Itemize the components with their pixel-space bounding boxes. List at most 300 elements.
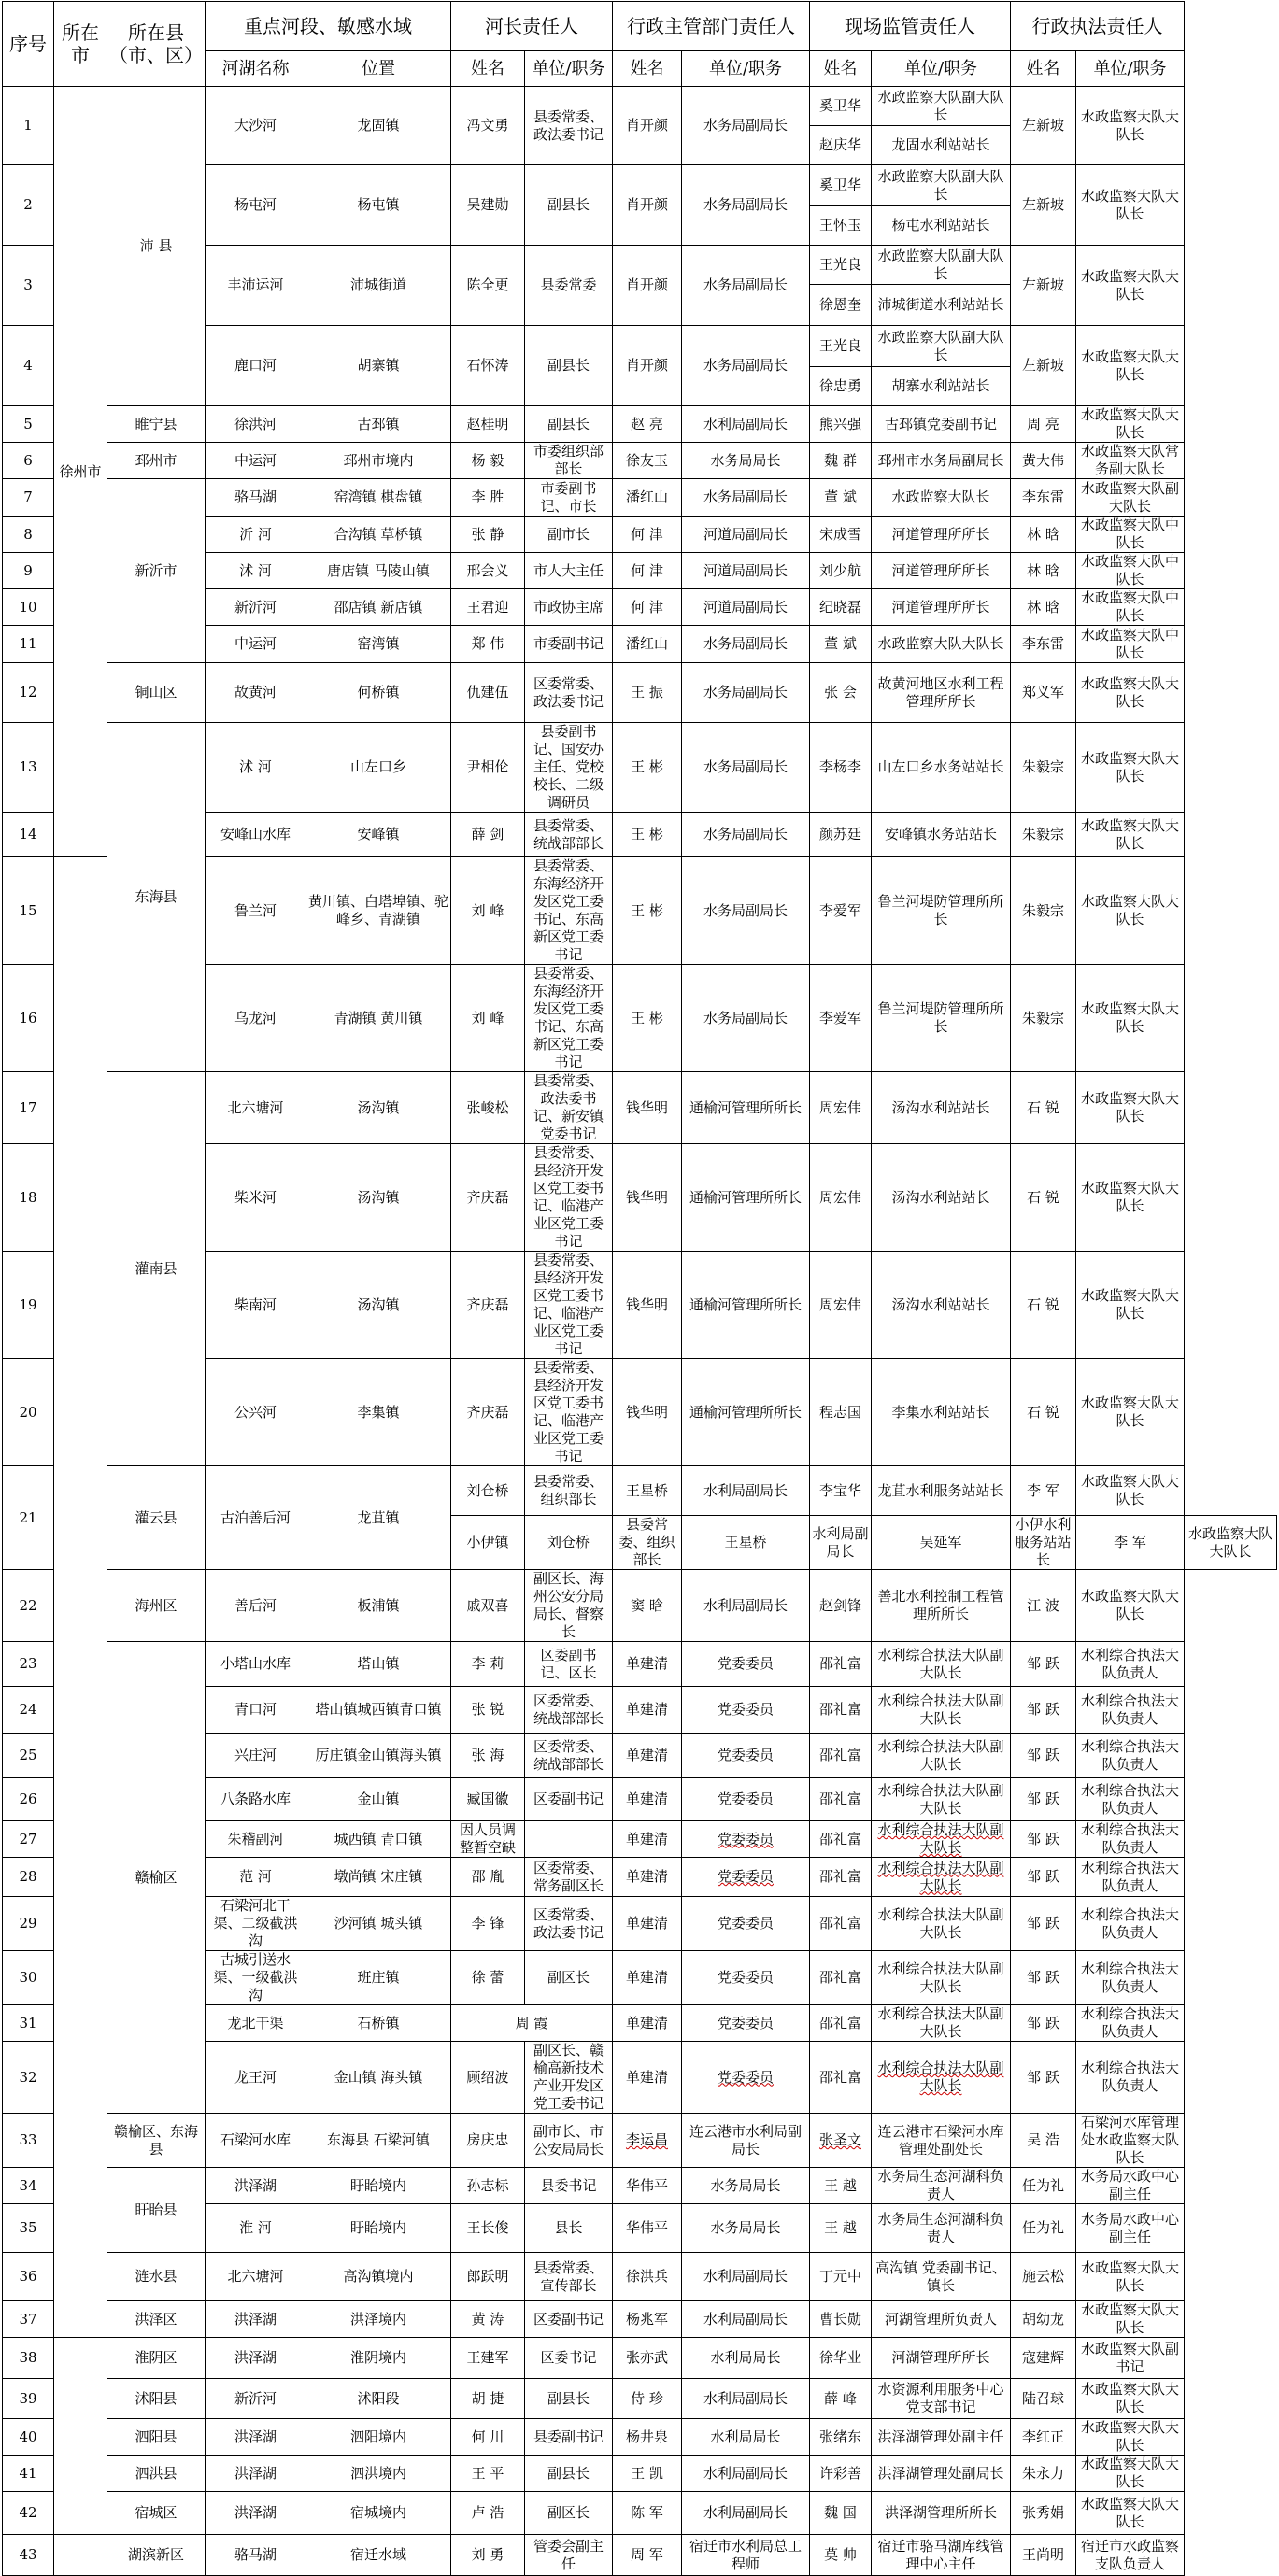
cell-river-name: 徐洪河 xyxy=(206,406,306,443)
cell-site-name: 赵剑锋 xyxy=(810,1570,872,1642)
cell-location: 墩尚镇 宋庄镇 xyxy=(306,1858,451,1897)
cell-river-name: 八条路水库 xyxy=(206,1778,306,1821)
cell-river-name: 骆马湖 xyxy=(206,2535,306,2576)
cell-law-unit: 水政监察大队大队长 xyxy=(1076,246,1185,326)
cell-law-unit: 水政监察大队大队长 xyxy=(1076,326,1185,406)
cell-law-unit: 水利综合执法大队负责人 xyxy=(1076,1858,1185,1897)
cell-law-unit: 水政监察大队大队长 xyxy=(1076,2253,1185,2301)
table-row xyxy=(3,2419,1277,2456)
cell-site-name: 颜苏廷 xyxy=(810,813,872,857)
cell-law-name: 邹 跃 xyxy=(1011,1734,1076,1778)
cell-seq: 37 xyxy=(3,2301,54,2338)
cell-seq: 6 xyxy=(3,443,54,479)
cell-chief-unit: 区委常委、常务副区长 xyxy=(525,1858,613,1897)
table-row xyxy=(3,479,1277,517)
cell-chief-unit: 副县长 xyxy=(525,165,613,246)
cell-site-name: 邵礼富 xyxy=(810,1897,872,1951)
cell-seq: 5 xyxy=(3,406,54,443)
cell-admin-unit: 通榆河管理所所长 xyxy=(682,1252,810,1359)
cell-river-name: 沭 河 xyxy=(206,553,306,589)
cell-law-name: 周 亮 xyxy=(1011,406,1076,443)
cell-law-unit: 水政监察大队大队长 xyxy=(1076,406,1185,443)
cell-site-name: 邵礼富 xyxy=(810,2005,872,2042)
cell-site-name: 张绪东 xyxy=(810,2419,872,2456)
cell-location: 沭阳段 xyxy=(306,2379,451,2419)
cell-location: 李集镇 xyxy=(306,1359,451,1466)
cell-site-name: 宋成雪 xyxy=(810,517,872,553)
cell-site-name: 邵礼富 xyxy=(810,1821,872,1858)
cell-seq: 43 xyxy=(3,2535,54,2576)
cell-location: 唐店镇 马陵山镇 xyxy=(306,553,451,589)
cell-admin-name: 钱华明 xyxy=(613,1144,682,1252)
cell-chief-name: 刘仓桥 xyxy=(451,1466,525,1516)
cell-location: 城西镇 青口镇 xyxy=(306,1821,451,1858)
cell-seq: 22 xyxy=(3,1570,54,1642)
cell-chief-unit: 市委副书记、市长 xyxy=(525,479,613,517)
cell-admin-name: 徐洪兵 xyxy=(613,2253,682,2301)
table-row xyxy=(3,2338,1277,2379)
cell-admin-name: 王 凯 xyxy=(613,2456,682,2492)
cell-river-name: 北六塘河 xyxy=(206,2253,306,2301)
cell-law-unit: 水利综合执法大队负责人 xyxy=(1076,1642,1185,1687)
cell-admin-name: 单建清 xyxy=(613,1642,682,1687)
cell-admin-unit: 水务局副局长 xyxy=(682,479,810,517)
cell-location: 塔山镇城西镇青口镇 xyxy=(306,1687,451,1734)
cell-site-name: 刘少航 xyxy=(810,553,872,589)
cell-site-name: 王 越 xyxy=(810,2204,872,2253)
cell-seq: 23 xyxy=(3,1642,54,1687)
table-row xyxy=(3,406,1277,443)
cell-seq: 38 xyxy=(3,2338,54,2379)
cell-county: 睢宁县 xyxy=(107,406,206,443)
cell-site-unit: 龙苴水利服务站站长 xyxy=(872,1466,1011,1516)
cell-law-name: 邹 跃 xyxy=(1011,1821,1076,1858)
cell-river-name: 洪泽湖 xyxy=(206,2419,306,2456)
cell-admin-name: 窦 晗 xyxy=(613,1570,682,1642)
cell-location: 安峰镇 xyxy=(306,813,451,857)
cell-site-name: 熊兴强 xyxy=(810,406,872,443)
cell-law-name: 石 锐 xyxy=(1011,1072,1076,1144)
cell-county: 湖滨新区 xyxy=(107,2535,206,2576)
cell-chief-unit: 县委常委、东海经济开发区党工委书记、东高新区党工委书记 xyxy=(525,857,613,965)
cell-admin-name: 钱华明 xyxy=(613,1072,682,1144)
cell-county: 赣榆区、东海县 xyxy=(107,2114,206,2168)
cell-site-name: 奚卫华 xyxy=(810,87,872,126)
col-header-county: 所在县（市、区） xyxy=(107,2,206,87)
cell-admin-name: 单建清 xyxy=(613,1897,682,1951)
cell-law-name: 石 锐 xyxy=(1011,1359,1076,1466)
cell-site-unit: 连云港市石梁河水库管理处副处长 xyxy=(872,2114,1011,2168)
cell-admin-unit: 党委委员 xyxy=(682,1687,810,1734)
cell-city xyxy=(54,2535,107,2576)
cell-site-unit: 水利综合执法大队副大队长 xyxy=(872,1821,1011,1858)
cell-chief-name: 徐 蕾 xyxy=(451,1951,525,2005)
cell-chief-name: 王 平 xyxy=(451,2456,525,2492)
cell-county: 洪泽区 xyxy=(107,2301,206,2338)
cell-chief-unit: 副区长、海州公安分局局长、督察长 xyxy=(525,1570,613,1642)
cell-site-unit: 鲁兰河堤防管理所所长 xyxy=(872,857,1011,965)
col-header-site-unit: 单位/职务 xyxy=(872,51,1011,87)
cell-seq: 1 xyxy=(3,87,54,165)
cell-law-unit: 水政监察大队大队长 xyxy=(1076,1466,1185,1516)
cell-law-name: 李红正 xyxy=(1011,2419,1076,2456)
cell-admin-unit: 水务局副局长 xyxy=(682,663,810,723)
cell-law-name: 王尚明 xyxy=(1011,2535,1076,2576)
cell-site-name: 邵礼富 xyxy=(810,1858,872,1897)
col-header-admin-unit: 单位/职务 xyxy=(682,51,810,87)
cell-county: 泗洪县 xyxy=(107,2456,206,2492)
cell-law-name: 左新坡 xyxy=(1011,326,1076,406)
cell-chief-unit: 市委组织部部长 xyxy=(525,443,613,479)
cell-chief-name: 郎跃明 xyxy=(451,2253,525,2301)
col-header-site: 现场监管责任人 xyxy=(810,2,1011,51)
cell-site-name: 周宏伟 xyxy=(810,1144,872,1252)
cell-chief-name: 吴建勋 xyxy=(451,165,525,246)
cell-admin-name: 王 彬 xyxy=(613,965,682,1072)
col-header-chief-name: 姓名 xyxy=(451,51,525,87)
cell-river-name: 鲁兰河 xyxy=(206,857,306,965)
cell-admin-unit: 水务局副局长 xyxy=(682,857,810,965)
cell-site-unit: 安峰镇水务站站长 xyxy=(872,813,1011,857)
cell-site-unit: 河湖管理所所长 xyxy=(872,2338,1011,2379)
cell-site-unit: 水政监察大队副大队长 xyxy=(872,246,1011,285)
cell-law-name: 胡幼龙 xyxy=(1011,2301,1076,2338)
cell-law-name: 左新坡 xyxy=(1011,165,1076,246)
cell-site-unit: 洪泽湖管理处副局长 xyxy=(872,2456,1011,2492)
cell-admin-unit: 水利局副局长 xyxy=(682,1570,810,1642)
cell-chief-name: 刘仓桥 xyxy=(525,1516,613,1570)
cell-admin-unit: 党委委员 xyxy=(682,1778,810,1821)
cell-chief-name: 张峻松 xyxy=(451,1072,525,1144)
cell-chief-name: 王建军 xyxy=(451,2338,525,2379)
cell-law-unit: 水政监察大队中队长 xyxy=(1076,626,1185,663)
cell-chief-unit: 副区长、赣榆高新技术产业开发区党工委书记 xyxy=(525,2042,613,2114)
cell-chief-unit: 县委常委、统战部部长 xyxy=(525,813,613,857)
cell-law-name: 李东雷 xyxy=(1011,479,1076,517)
cell-chief-name: 齐庆磊 xyxy=(451,1359,525,1466)
cell-seq: 17 xyxy=(3,1072,54,1144)
cell-site-unit: 水务局生态河湖科负责人 xyxy=(872,2168,1011,2204)
cell-chief-name: 仇建伍 xyxy=(451,663,525,723)
cell-seq: 8 xyxy=(3,517,54,553)
cell-site-name: 李杨李 xyxy=(810,723,872,813)
table-row xyxy=(3,1570,1277,1642)
cell-location: 高沟镇境内 xyxy=(306,2253,451,2301)
cell-admin-name: 潘红山 xyxy=(613,479,682,517)
cell-site-name: 董 斌 xyxy=(810,479,872,517)
cell-admin-unit: 水务局副局长 xyxy=(682,246,810,326)
cell-site-name: 董 斌 xyxy=(810,626,872,663)
cell-site-name: 李爱军 xyxy=(810,965,872,1072)
cell-admin-unit: 连云港市水利局副局长 xyxy=(682,2114,810,2168)
cell-seq: 20 xyxy=(3,1359,54,1466)
cell-law-name: 寇建辉 xyxy=(1011,2338,1076,2379)
cell-chief-name: 张 锐 xyxy=(451,1687,525,1734)
cell-river-name: 丰沛运河 xyxy=(206,246,306,326)
cell-admin-name: 钱华明 xyxy=(613,1359,682,1466)
cell-law-unit: 水利综合执法大队负责人 xyxy=(1076,1897,1185,1951)
cell-location: 邳州市境内 xyxy=(306,443,451,479)
cell-site-unit: 水利综合执法大队副大队长 xyxy=(872,1687,1011,1734)
cell-admin-name: 王星桥 xyxy=(682,1516,810,1570)
cell-river-name: 新沂河 xyxy=(206,2379,306,2419)
cell-river-name: 北六塘河 xyxy=(206,1072,306,1144)
cell-river-name: 故黄河 xyxy=(206,663,306,723)
cell-chief-unit: 副区长 xyxy=(525,2492,613,2535)
cell-site-unit: 洪泽湖管理处副主任 xyxy=(872,2419,1011,2456)
cell-chief-unit: 县委常委、东海经济开发区党工委书记、东高新区党工委书记 xyxy=(525,965,613,1072)
table-row xyxy=(3,663,1277,723)
cell-admin-name: 周 军 xyxy=(613,2535,682,2576)
cell-county: 赣榆区 xyxy=(107,1642,206,2114)
cell-admin-name: 单建清 xyxy=(613,1778,682,1821)
cell-site-name: 徐忠勇 xyxy=(810,367,872,406)
cell-county: 沭阳县 xyxy=(107,2379,206,2419)
cell-chief-name: 孙志标 xyxy=(451,2168,525,2204)
cell-admin-unit: 水务局副局长 xyxy=(682,813,810,857)
cell-law-unit: 水政监察大队大队长 xyxy=(1076,1359,1185,1466)
cell-county: 邳州市 xyxy=(107,443,206,479)
cell-law-unit: 水务局水政中心副主任 xyxy=(1076,2168,1185,2204)
cell-river-name: 青口河 xyxy=(206,1687,306,1734)
cell-site-unit: 汤沟水利站站长 xyxy=(872,1072,1011,1144)
cell-river-name: 洪泽湖 xyxy=(206,2492,306,2535)
cell-site-unit: 河道管理所所长 xyxy=(872,589,1011,626)
cell-river-name: 古城引送水渠、一级截洪沟 xyxy=(206,1951,306,2005)
cell-law-name: 邹 跃 xyxy=(1011,1642,1076,1687)
cell-law-name: 石 锐 xyxy=(1011,1144,1076,1252)
cell-site-name: 薛 峰 xyxy=(810,2379,872,2419)
cell-county: 东海县 xyxy=(107,723,206,1072)
cell-chief-unit: 县委常委、宣传部长 xyxy=(525,2253,613,2301)
col-header-admin: 行政主管部门责任人 xyxy=(613,2,810,51)
cell-admin-name: 华伟平 xyxy=(613,2204,682,2253)
cell-admin-name: 单建清 xyxy=(613,1821,682,1858)
cell-river-name: 柴米河 xyxy=(206,1144,306,1252)
cell-admin-name: 肖开颜 xyxy=(613,326,682,406)
cell-location: 小伊镇 xyxy=(451,1516,525,1570)
cell-site-unit: 水利综合执法大队副大队长 xyxy=(872,2005,1011,2042)
cell-chief-name: 刘 峰 xyxy=(451,857,525,965)
cell-seq: 33 xyxy=(3,2114,54,2168)
cell-law-name: 邹 跃 xyxy=(1011,2005,1076,2042)
cell-seq: 16 xyxy=(3,965,54,1072)
cell-seq: 19 xyxy=(3,1252,54,1359)
cell-chief-name: 李 莉 xyxy=(451,1642,525,1687)
cell-location: 淮阴境内 xyxy=(306,2338,451,2379)
cell-location: 龙苴镇 xyxy=(306,1466,451,1570)
table-row xyxy=(3,2114,1277,2168)
cell-site-unit: 小伊水利服务站站长 xyxy=(1011,1516,1076,1570)
cell-seq: 28 xyxy=(3,1858,54,1897)
cell-law-name: 吴 浩 xyxy=(1011,2114,1076,2168)
cell-law-name: 林 晗 xyxy=(1011,553,1076,589)
cell-chief-name: 张 海 xyxy=(451,1734,525,1778)
cell-site-name: 徐恩奎 xyxy=(810,285,872,326)
cell-site-unit: 山左口乡水务站站长 xyxy=(872,723,1011,813)
cell-chief-name: 冯文勇 xyxy=(451,87,525,165)
cell-site-name: 吴延军 xyxy=(872,1516,1011,1570)
cell-site-unit: 河湖管理所负责人 xyxy=(872,2301,1011,2338)
cell-chief-unit: 区委常委、统战部部长 xyxy=(525,1734,613,1778)
cell-river-name: 乌龙河 xyxy=(206,965,306,1072)
cell-law-unit: 水务局水政中心副主任 xyxy=(1076,2204,1185,2253)
cell-seq: 25 xyxy=(3,1734,54,1778)
cell-law-unit: 水政监察大队大队长 xyxy=(1076,965,1185,1072)
cell-location: 洪泽境内 xyxy=(306,2301,451,2338)
cell-location: 泗洪境内 xyxy=(306,2456,451,2492)
cell-site-name: 许彩善 xyxy=(810,2456,872,2492)
cell-admin-name: 单建清 xyxy=(613,1951,682,2005)
cell-law-name: 邹 跃 xyxy=(1011,1951,1076,2005)
cell-chief-unit: 副县长 xyxy=(525,406,613,443)
cell-law-unit: 水政监察大队常务副大队长 xyxy=(1076,443,1185,479)
cell-river-name: 杨屯河 xyxy=(206,165,306,246)
cell-admin-name: 王 彬 xyxy=(613,813,682,857)
cell-admin-name: 肖开颜 xyxy=(613,87,682,165)
table-row xyxy=(3,723,1277,813)
cell-seq: 32 xyxy=(3,2042,54,2114)
cell-site-name: 徐华业 xyxy=(810,2338,872,2379)
cell-site-name: 魏 国 xyxy=(810,2492,872,2535)
table-row xyxy=(3,2253,1277,2301)
cell-law-unit: 石梁河水库管理处水政监察大队队长 xyxy=(1076,2114,1185,2168)
cell-chief-unit: 副县长 xyxy=(525,326,613,406)
cell-location: 盱眙境内 xyxy=(306,2168,451,2204)
cell-location: 胡寨镇 xyxy=(306,326,451,406)
cell-law-name: 邹 跃 xyxy=(1011,2042,1076,2114)
cell-site-unit: 汤沟水利站站长 xyxy=(872,1144,1011,1252)
cell-admin-unit: 水利局局长 xyxy=(682,2419,810,2456)
cell-admin-unit: 水利局局长 xyxy=(682,2338,810,2379)
cell-chief-name: 刘 峰 xyxy=(451,965,525,1072)
table-row xyxy=(3,1642,1277,1687)
cell-site-unit: 水政监察大队大队长 xyxy=(872,626,1011,663)
cell-law-name: 邹 跃 xyxy=(1011,1687,1076,1734)
cell-city xyxy=(54,857,107,2338)
cell-admin-name: 单建清 xyxy=(613,2042,682,2114)
cell-seq: 11 xyxy=(3,626,54,663)
cell-chief-name: 黄 涛 xyxy=(451,2301,525,2338)
cell-seq: 26 xyxy=(3,1778,54,1821)
cell-river-name: 兴庄河 xyxy=(206,1734,306,1778)
cell-law-unit: 水政监察大队大队长 xyxy=(1076,813,1185,857)
cell-seq: 30 xyxy=(3,1951,54,2005)
cell-law-unit: 水政监察大队大队长 xyxy=(1076,1570,1185,1642)
cell-admin-name: 钱华明 xyxy=(613,1252,682,1359)
cell-admin-unit: 党委委员 xyxy=(682,1734,810,1778)
cell-location: 汤沟镇 xyxy=(306,1072,451,1144)
cell-law-unit: 水政监察大队大队长 xyxy=(1076,2379,1185,2419)
cell-location: 汤沟镇 xyxy=(306,1252,451,1359)
cell-site-unit: 宿迁市骆马湖库线管理中心主任 xyxy=(872,2535,1011,2576)
cell-chief-unit: 市政协主席 xyxy=(525,589,613,626)
cell-seq: 13 xyxy=(3,723,54,813)
cell-seq: 21 xyxy=(3,1466,54,1570)
cell-admin-unit: 水利局副局长 xyxy=(682,406,810,443)
cell-chief-unit: 副区长 xyxy=(525,1951,613,2005)
cell-river-name: 新沂河 xyxy=(206,589,306,626)
cell-site-name: 曹长勋 xyxy=(810,2301,872,2338)
cell-law-name: 李东雷 xyxy=(1011,626,1076,663)
cell-seq: 15 xyxy=(3,857,54,965)
cell-site-unit: 水利综合执法大队副大队长 xyxy=(872,1951,1011,2005)
cell-river-name: 柴南河 xyxy=(206,1252,306,1359)
cell-site-name: 邵礼富 xyxy=(810,1734,872,1778)
cell-chief-name: 郑 伟 xyxy=(451,626,525,663)
cell-site-name: 邵礼富 xyxy=(810,1642,872,1687)
cell-site-name: 奚卫华 xyxy=(810,165,872,206)
cell-chief-name: 刘 勇 xyxy=(451,2535,525,2576)
cell-river-name: 中运河 xyxy=(206,443,306,479)
cell-chief-name: 邢会义 xyxy=(451,553,525,589)
cell-admin-unit: 水务局副局长 xyxy=(682,626,810,663)
cell-admin-unit: 党委委员 xyxy=(682,2005,810,2042)
cell-seq: 24 xyxy=(3,1687,54,1734)
cell-location: 宿迁水域 xyxy=(306,2535,451,2576)
cell-chief-name: 因人员调整暂空缺 xyxy=(451,1821,525,1858)
col-header-law-unit: 单位/职务 xyxy=(1076,51,1185,87)
cell-river-name: 沂 河 xyxy=(206,517,306,553)
cell-site-name: 邵礼富 xyxy=(810,1778,872,1821)
cell-law-name: 任为礼 xyxy=(1011,2168,1076,2204)
cell-chief-name: 薛 剑 xyxy=(451,813,525,857)
cell-law-unit: 水政监察大队中队长 xyxy=(1076,517,1185,553)
cell-chief-unit: 县委常委、县经济开发区党工委书记、临港产业区党工委书记 xyxy=(525,1144,613,1252)
cell-chief-unit: 区委书记 xyxy=(525,2338,613,2379)
cell-county: 灌云县 xyxy=(107,1466,206,1570)
cell-seq: 12 xyxy=(3,663,54,723)
cell-location: 东海县 石梁河镇 xyxy=(306,2114,451,2168)
cell-river-name: 洪泽湖 xyxy=(206,2168,306,2204)
cell-location: 何桥镇 xyxy=(306,663,451,723)
cell-site-unit: 水资源利用服务中心党支部书记 xyxy=(872,2379,1011,2419)
table-row xyxy=(3,2301,1277,2338)
cell-admin-unit: 党委委员 xyxy=(682,1642,810,1687)
cell-law-name: 朱永力 xyxy=(1011,2456,1076,2492)
cell-admin-unit: 河道局副局长 xyxy=(682,553,810,589)
col-header-law-name: 姓名 xyxy=(1011,51,1076,87)
cell-site-unit: 鲁兰河堤防管理所所长 xyxy=(872,965,1011,1072)
cell-chief-name: 臧国徽 xyxy=(451,1778,525,1821)
cell-location: 沛城街道 xyxy=(306,246,451,326)
cell-county: 铜山区 xyxy=(107,663,206,723)
cell-location: 古邳镇 xyxy=(306,406,451,443)
table-row xyxy=(3,2492,1277,2535)
cell-location: 合沟镇 草桥镇 xyxy=(306,517,451,553)
cell-chief-name: 齐庆磊 xyxy=(451,1252,525,1359)
cell-chief-name: 邵 胤 xyxy=(451,1858,525,1897)
cell-admin-unit: 水利局副局长 xyxy=(682,2456,810,2492)
cell-law-name: 朱毅宗 xyxy=(1011,857,1076,965)
cell-law-name: 朱毅宗 xyxy=(1011,813,1076,857)
cell-chief-unit: 县委常委、组织部长 xyxy=(613,1516,682,1570)
col-header-admin-name: 姓名 xyxy=(613,51,682,87)
cell-law-unit: 水利综合执法大队负责人 xyxy=(1076,1778,1185,1821)
cell-admin-name: 赵 亮 xyxy=(613,406,682,443)
table-row xyxy=(3,87,1277,126)
cell-law-name: 左新坡 xyxy=(1011,246,1076,326)
cell-chief-unit: 副市长 xyxy=(525,517,613,553)
cell-law-unit: 水政监察大队大队长 xyxy=(1076,2419,1185,2456)
cell-site-name: 张圣文 xyxy=(810,2114,872,2168)
cell-chief-unit: 县委常委、组织部长 xyxy=(525,1466,613,1516)
cell-river-name: 小塔山水库 xyxy=(206,1642,306,1687)
cell-site-unit: 李集水利站站长 xyxy=(872,1359,1011,1466)
cell-chief-unit: 县委副书记 xyxy=(525,2419,613,2456)
cell-admin-unit: 水利局副局长 xyxy=(810,1516,872,1570)
table-row xyxy=(3,443,1277,479)
